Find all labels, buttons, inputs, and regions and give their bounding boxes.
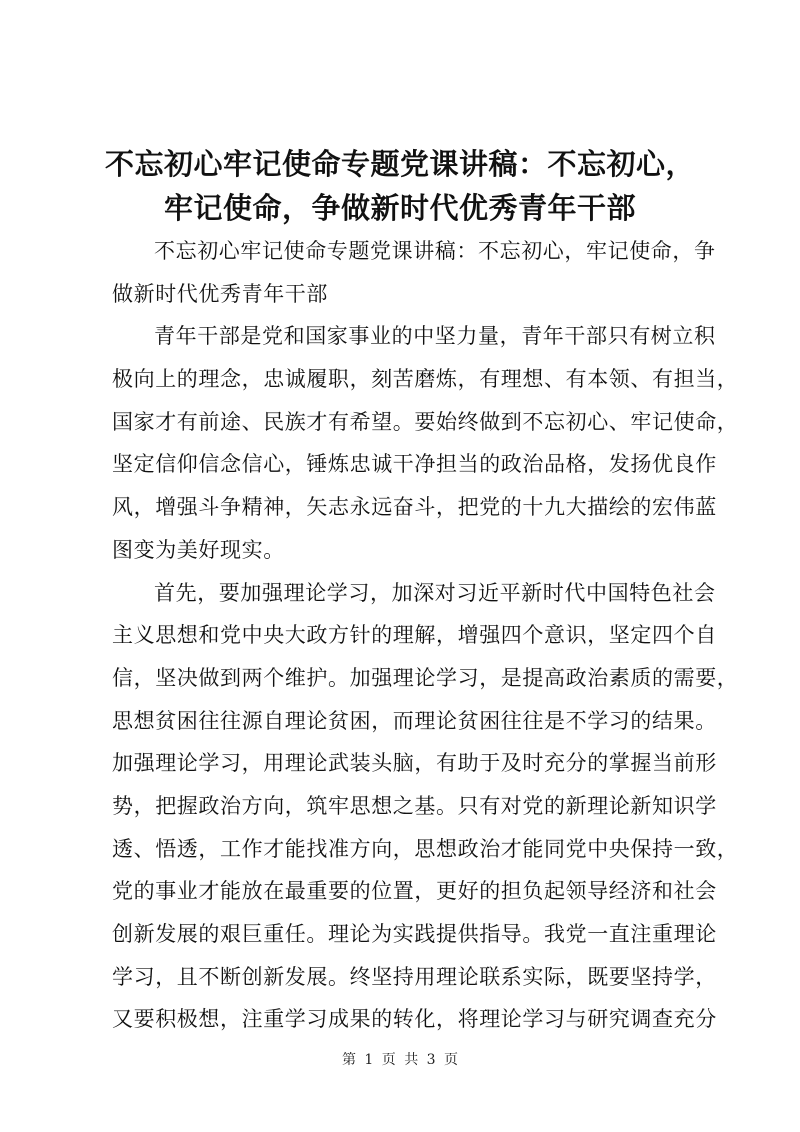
title-line-1: 不忘初心牢记使命专题党课讲稿：不忘初心，	[104, 147, 695, 181]
page-footer	[0, 1050, 800, 1070]
body-line: 坚定信仰信念信心，锤炼忠诚干净担当的政治品格，发扬优良作	[112, 452, 717, 477]
body-line: 青年干部是党和国家事业的中坚力量，青年干部只有树立积	[154, 324, 716, 349]
body-line: 首先，要加强理论学习，加深对习近平新时代中国特色社会	[154, 580, 716, 605]
body-line: 加强理论学习，用理论武装头脑，有助于及时充分的掌握当前形	[112, 751, 717, 776]
document-body	[112, 230, 739, 1041]
document-title	[60, 142, 740, 230]
body-line: 做新时代优秀青年干部	[112, 281, 328, 306]
body-line: 学习，且不断创新发展。终坚持用理论联系实际，既要坚持学，	[112, 964, 717, 989]
page-number: 第 1 页 共 3 页	[341, 1052, 459, 1068]
body-line: 不忘初心牢记使命专题党课讲稿：不忘初心，牢记使命，争	[154, 239, 716, 263]
body-line: 透、悟透，工作才能找准方向，思想政治才能同党中央保持一致，	[112, 836, 739, 861]
body-line: 势，把握政治方向，筑牢思想之基。只有对党的新理论新知识学	[112, 793, 717, 818]
body-line: 思想贫困往往源自理论贫困，而理论贫困往往是不学习的结果。	[112, 708, 717, 733]
body-line: 国家才有前途、民族才有希望。要始终做到不忘初心、牢记使命，	[112, 409, 739, 434]
body-line: 极向上的理念，忠诚履职，刻苦磨炼，有理想、有本领、有担当，	[112, 367, 739, 392]
body-line: 党的事业才能放在最重要的位置，更好的担负起领导经济和社会	[112, 879, 717, 904]
body-line: 信，坚决做到两个维护。加强理论学习，是提高政治素质的需要，	[112, 665, 739, 690]
body-line: 又要积极想，注重学习成果的转化，将理论学习与研究调查充分	[112, 1007, 717, 1032]
body-line: 风，增强斗争精神，矢志永远奋斗，把党的十九大描绘的宏伟蓝	[112, 495, 717, 520]
title-line-2: 牢记使命，争做新时代优秀青年干部	[163, 191, 636, 225]
body-line: 图变为美好现实。	[112, 537, 285, 562]
body-line: 创新发展的艰巨重任。理论为实践提供指导。我党一直注重理论	[112, 922, 717, 946]
body-line: 主义思想和党中央大政方针的理解，增强四个意识，坚定四个自	[112, 623, 717, 648]
